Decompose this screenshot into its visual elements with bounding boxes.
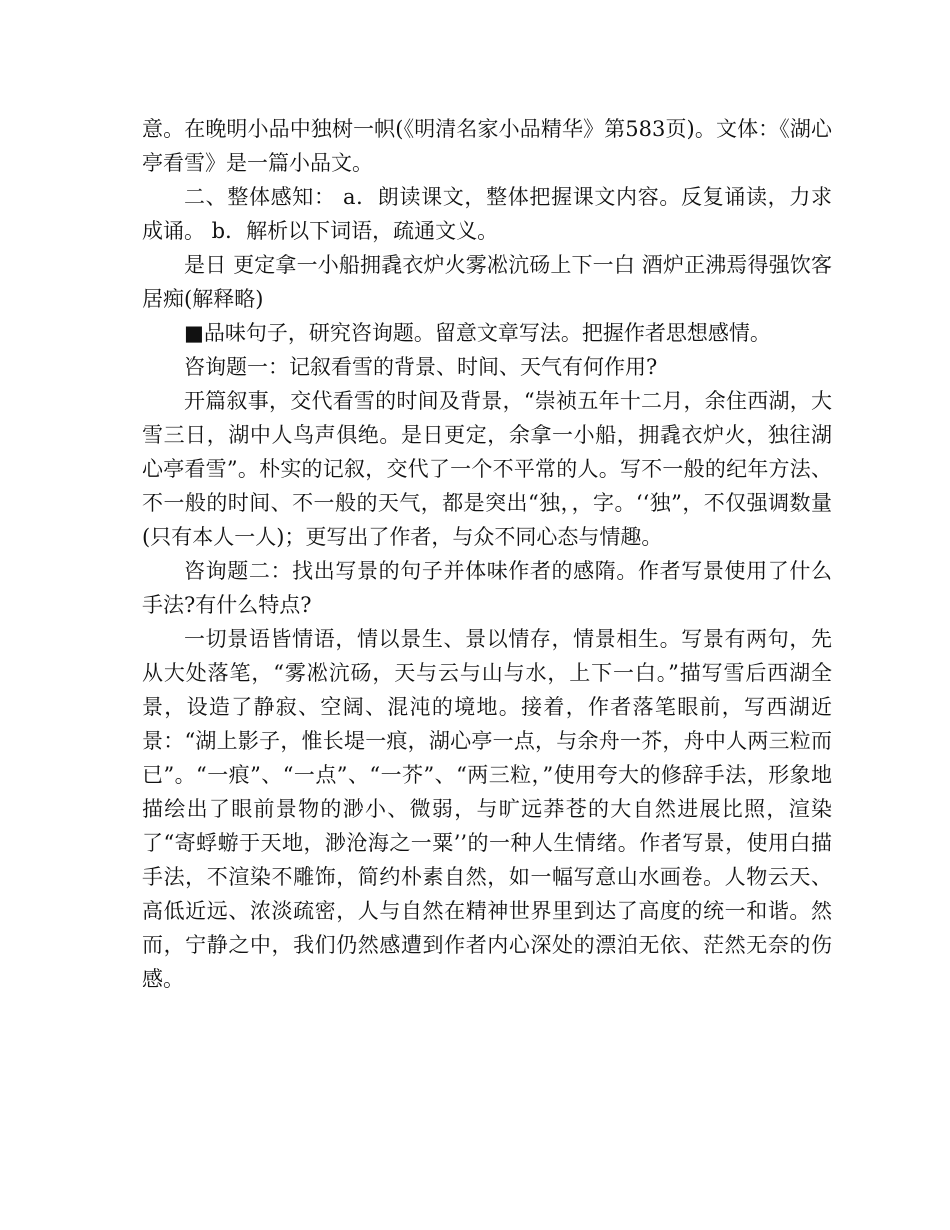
paragraph-answer-two: 一切景语皆情语，情以景生、景以情存，情景相生。写景有两句，先从大处落笔，“雾凇沆砀，天与云与山与水，上下一白。”描写雪后西湖全景，设造了静寂、空阔、混沌的境地。接着，作者落笔眼前，写西湖近景：“湖上影子，惟长堤一痕，湖心亭一点，与余舟一芥，舟中人两三粒而已”。“一痕”、“一点”、“一芥”、“两三粒，”使用夸大的修辞手法，形象地描绘出了眼前景物的渺小、微弱，与旷远莽苍的大自然进展比照，渲染了“寄蜉蝣于天地，渺沧海之一粟’’的一种人生情绪。作者写景，使用白描手法，不渲染不雕饰，简约朴素自然，如一幅写意山水画卷。人物云天、高低近远、浓淡疏密，人与自然在精神世界里到达了高度的统一和谐。然而，宁静之中，我们仍然感遭到作者内心深处的漂泊无依、茫然无奈的伤感。 [142,627,832,991]
paragraph-sentence-study: ■品味句子，研究咨询题。留意文章写法。把握作者思想感情。 [184,321,771,345]
paragraph-overall-perception: 二、整体感知： a．朗读课文，整体把握课文内容。反复诵读，力求成诵。 b．解析以下词语，疏通文义。 [142,185,832,243]
paragraph-question-one: 咨询题一：记叙看雪的背景、时间、天气有何作用? [184,355,658,379]
paragraph-question-two: 咨询题二：找出写景的句子并体味作者的感隋。作者写景使用了什么手法?有什么特点? [142,559,832,617]
paragraph-answer-one: 开篇叙事，交代看雪的时间及背景，“崇祯五年十二月，余住西湖，大雪三日，湖中人鸟声俱绝。是日更定，余拿一小船，拥毳衣炉火，独往湖心亭看雪”。朴实的记叙，交代了一个不平常的人。写不一般的纪年方法、不一般的时间、不一般的天气，都是突出“独，，字。‘‘独”，不仅强调数量(只有本人一人)；更写出了作者，与众不同心态与情趣。 [142,389,832,549]
document-body [142,112,832,996]
paragraph-genre-intro: 意。在晚明小品中独树一帜(《明清名家小品精华》第583页)。文体：《湖心亭看雪》是一篇小品文。 [142,117,832,175]
paragraph-vocabulary: 是日 更定拿一小船拥毳衣炉火雾凇沆砀上下一白 酒炉正沸焉得强饮客居痴(解释略) [142,253,832,311]
